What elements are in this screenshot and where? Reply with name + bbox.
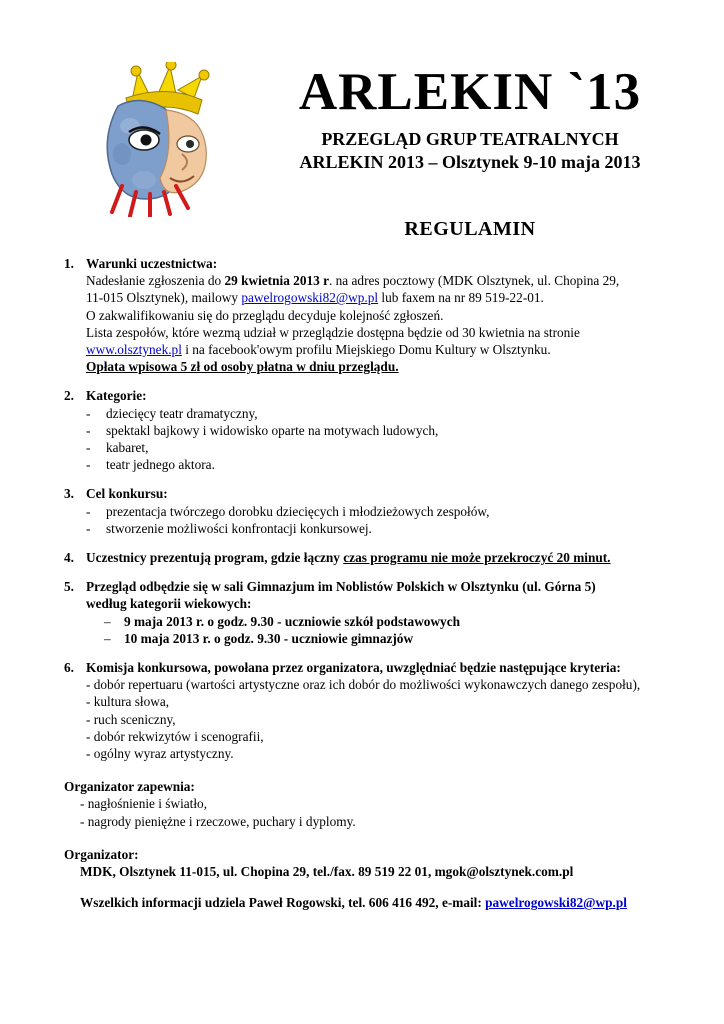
list-item-label: 9 maja 2013 r. o godz. 9.30 - uczniowie szkół podstawowych: [124, 613, 460, 629]
subtitle-line-1: PRZEGLĄD GRUP TEATRALNYCH: [321, 129, 619, 149]
section-heading: Komisja konkursowa, powołana przez organizatora, uwzględniać będzie następujące kryteria:: [86, 660, 621, 676]
section-line: [86, 289, 664, 306]
website-link-olsztynek[interactable]: www.olsztynek.pl: [86, 342, 182, 358]
text-fragment: . na adres pocztowy (MDK Olsztynek, ul. Chopina 29,: [329, 273, 620, 289]
section-line: według kategorii wiekowych:: [86, 596, 252, 612]
list-item-label: 10 maja 2013 r. o godz. 9.30 - uczniowie gimnazjów: [124, 630, 414, 646]
section-heading: Organizator:: [64, 846, 139, 862]
list-item: [86, 456, 664, 473]
section-miejsce-terminy: [64, 578, 664, 647]
provided-item: - nagłośnienie i światło,: [80, 796, 208, 812]
fee-notice: Opłata wpisowa 5 zł od osoby płatna w dniu przeglądu.: [86, 359, 399, 375]
section-number: 4.: [64, 550, 74, 566]
criteria-item: - kultura słowa,: [86, 694, 170, 710]
section-line: Lista zespołów, które wezmą udział w przeglądzie dostępna będzie od 30 kwietnia na stronie: [86, 324, 580, 340]
section-number: 2.: [64, 388, 74, 404]
section-line: [86, 549, 664, 566]
section-czas-programu: [64, 549, 664, 566]
dash-marker: -: [86, 422, 91, 438]
dash-marker: –: [104, 630, 111, 646]
document-header: [0, 0, 724, 240]
time-limit-emphasis: czas programu nie może przekroczyć 20 minut.: [343, 550, 611, 566]
document-body: [64, 255, 664, 924]
list-item: [104, 630, 664, 647]
text-fragment: Uczestnicy prezentują program, gdzie łączny: [86, 550, 344, 566]
document-heading: REGULAMIN: [404, 218, 536, 240]
dash-marker: –: [104, 613, 111, 629]
section-line: O zakwalifikowaniu się do przeglądu decyduje kolejność zgłoszeń.: [86, 307, 444, 323]
list-item-label: stworzenie możliwości konfrontacji konkursowej.: [106, 520, 372, 536]
section-number: 1.: [64, 256, 74, 271]
section-heading: Cel konkursu:: [86, 486, 168, 502]
dash-marker: -: [86, 440, 91, 456]
section-organizator: [64, 846, 664, 912]
organizer-contact-details: MDK, Olsztynek 11-015, ul. Chopina 29, tel./fax. 89 519 22 01, mgok@olsztynek.com.pl: [80, 864, 574, 880]
provided-item: - nagrody pieniężne i rzeczowe, puchary i dyplomy.: [80, 813, 356, 829]
list-item: [104, 613, 664, 630]
section-number: 5.: [64, 579, 74, 595]
dash-marker: -: [86, 520, 91, 536]
text-fragment: lub faxem na nr 89 519-22-01.: [378, 290, 544, 306]
dash-marker: -: [86, 457, 91, 473]
list-item-label: kabaret,: [106, 440, 149, 456]
section-number: 3.: [64, 486, 74, 502]
criteria-item: - dobór rekwizytów i scenografii,: [86, 728, 264, 744]
text-fragment: Wszelkich informacji udziela Paweł Rogowski, tel. 606 416 492, e-mail:: [80, 895, 486, 911]
text-fragment: 11-015 Olsztynek), mailowy: [86, 290, 242, 306]
list-item-label: teatr jednego aktora.: [106, 457, 215, 473]
section-organizator-zapewnia: [64, 778, 664, 830]
section-kryteria-oceny: [64, 659, 664, 762]
list-item-label: dziecięcy teatr dramatyczny,: [106, 405, 258, 421]
subtitle-line-2: ARLEKIN 2013 – Olsztynek 9-10 maja 2013: [299, 152, 641, 172]
text-bold-date: 29 kwietnia 2013 r: [224, 273, 329, 289]
list-item-label: prezentacja twórczego dorobku dziecięcych i młodzieżowych zespołów,: [106, 503, 490, 519]
page-title: ARLEKIN `13: [298, 63, 642, 121]
criteria-item: - dobór repertuaru (wartości artystyczne oraz ich dobór do możliwości wykonawczych danego zespołu),: [86, 677, 641, 693]
dash-marker: -: [86, 405, 91, 421]
section-line: [86, 272, 664, 289]
jester-harlequin-mask-icon: [78, 62, 248, 217]
text-fragment: Nadesłanie zgłoszenia do: [86, 273, 225, 289]
list-item: [86, 422, 664, 439]
list-item: [86, 520, 664, 537]
text-fragment: i na facebook'owym profilu Miejskiego Domu Kultury w Olsztynku.: [181, 342, 551, 358]
title-block: [255, 64, 685, 174]
section-warunki-uczestnictwa: [64, 255, 664, 375]
list-item: [86, 503, 664, 520]
dash-marker: -: [86, 503, 91, 519]
section-heading: Kategorie:: [86, 388, 147, 404]
section-kategorie: [64, 387, 664, 473]
email-link-pawelrogowski[interactable]: pawelrogowski82@wp.pl: [241, 290, 379, 306]
list-item-label: spektakl bajkowy i widowisko oparte na motywach ludowych,: [106, 422, 439, 438]
email-link-pawelrogowski-footer[interactable]: pawelrogowski82@wp.pl: [485, 895, 627, 911]
section-cel-konkursu: [64, 485, 664, 537]
list-item: [86, 439, 664, 456]
section-number: 6.: [64, 660, 74, 676]
section-line: [86, 341, 664, 358]
list-item: [86, 405, 664, 422]
section-heading: Warunki uczestnictwa:: [86, 256, 218, 271]
section-heading: Organizator zapewnia:: [64, 779, 195, 795]
criteria-item: - ogólny wyraz artystyczny.: [86, 746, 234, 762]
section-line: Przegląd odbędzie się w sali Gimnazjum im Noblistów Polskich w Olsztynku (ul. Górna 5): [86, 579, 596, 595]
info-contact-line: [80, 894, 664, 911]
criteria-item: - ruch sceniczny,: [86, 711, 176, 727]
